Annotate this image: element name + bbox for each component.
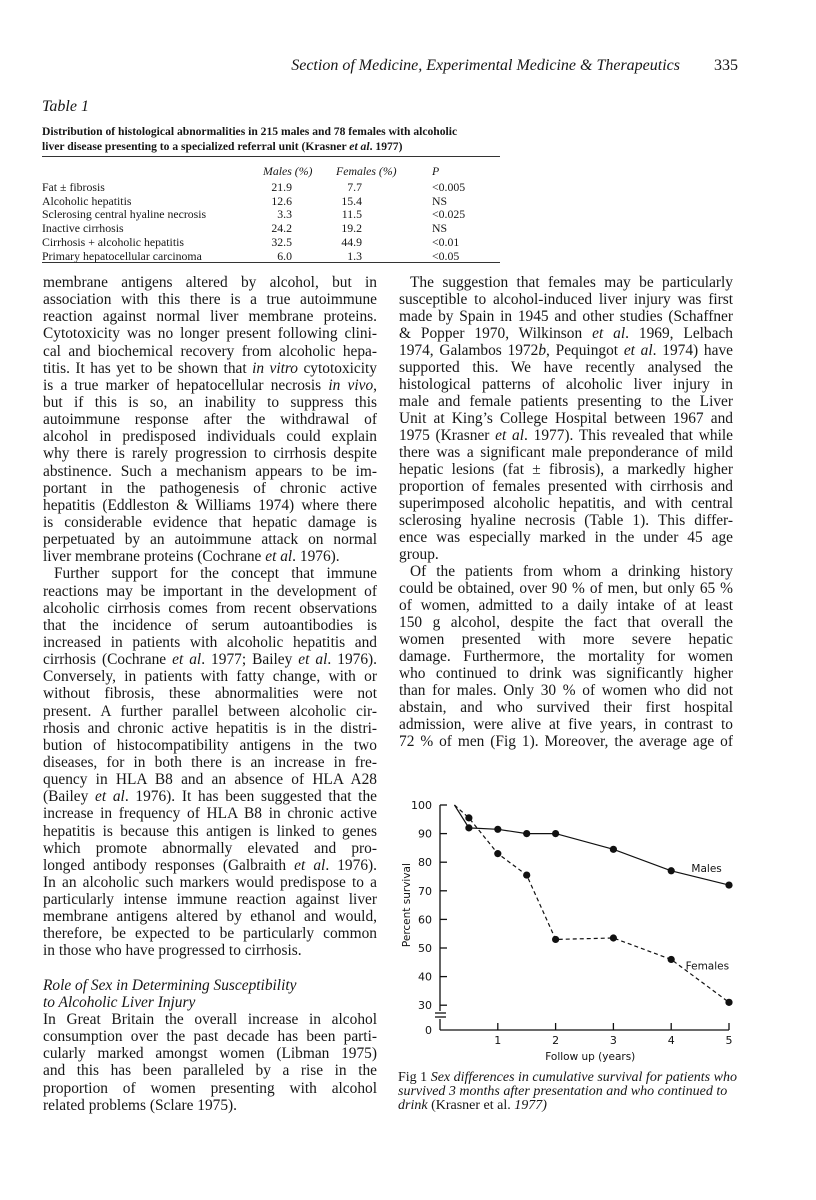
text: , (373, 376, 377, 394)
text-line (43, 737, 377, 754)
text-line (43, 1011, 377, 1028)
text-line (43, 565, 377, 582)
text-line (43, 291, 377, 308)
text: without fibrosis, these abnormalities were not (43, 685, 377, 703)
text: superimposed alcoholic hepatitis, and with central (399, 495, 733, 512)
text: (Bailey (43, 788, 96, 806)
text: reactions may be important in the development of (43, 582, 377, 600)
data-point-females (523, 871, 530, 878)
text: and this has been paralleled by a rise in the (43, 1062, 377, 1080)
table-bottom-rule (42, 262, 500, 263)
cell-label: Primary hepatocellular carcinoma (42, 248, 202, 263)
col-header-p: P (432, 164, 440, 178)
text-line (399, 682, 733, 699)
italic-text: et al (623, 342, 653, 359)
text-line (43, 274, 377, 291)
text: . 1974) have (652, 342, 733, 359)
text-line (399, 410, 733, 427)
cell-label: Sclerosing central hyaline necrosis (42, 207, 207, 222)
text-line (399, 614, 733, 631)
data-point-males (668, 867, 675, 874)
italic-text: in vivo (328, 376, 374, 394)
data-point-males (465, 824, 472, 831)
text: Conversely, in patients with fatty change, with or (43, 668, 377, 686)
text-line (43, 411, 377, 428)
text: sclerosing hyaline necrosis (Table 1). This differ- (399, 512, 733, 529)
y-tick-label: 50 (418, 942, 432, 955)
data-point-females (465, 814, 472, 821)
table-row (42, 235, 502, 249)
text: than for males. Only 30 % of women who did not (399, 682, 733, 699)
text-line (399, 546, 733, 563)
cell-males: 32.5 (271, 234, 292, 249)
series-line-females (454, 805, 729, 1002)
cell-males: 21.9 (271, 180, 292, 194)
cell-label: Cirrhosis + alcoholic hepatitis (42, 234, 184, 249)
cell-females: 1.3 (347, 248, 362, 263)
fig-caption-text: (Krasner (427, 1098, 484, 1114)
data-point-females (668, 956, 675, 963)
text: . 1969, Lelbach (625, 325, 733, 342)
cell-males: 12.6 (271, 193, 292, 208)
cell-p: NS (432, 221, 448, 236)
cell-males: 6.0 (277, 248, 292, 263)
text-line (43, 617, 377, 634)
text: consumption over the past decade has been parti- (43, 1028, 377, 1046)
text-line (399, 478, 733, 495)
table-row (42, 249, 502, 263)
fig-caption-text: 1977) (510, 1098, 547, 1114)
table-header-row (42, 164, 502, 178)
text: autoimmune response after the withdrawal of (43, 411, 377, 429)
text: could be obtained, over 90 % of men, but only 65 % (399, 580, 733, 597)
text-line (399, 308, 733, 325)
table-row (42, 180, 502, 194)
text: hepatitis is because this antigen is linked to genes (43, 822, 377, 840)
col-header-females: Females (%) (336, 164, 397, 178)
text: alcohol in predisposed individuals could explain (43, 428, 377, 446)
text: & Popper 1970, Wilkinson (399, 325, 593, 342)
text-line (399, 529, 733, 546)
cell-p: <0.005 (432, 180, 466, 194)
text: portant in the pathogenesis of chronic active (43, 479, 377, 497)
text-line (399, 597, 733, 614)
table-caption (42, 124, 482, 154)
text: which promote abnormally elevated and pro- (43, 839, 377, 857)
italic-text: et al (294, 856, 326, 874)
cell-females: 15.4 (341, 193, 362, 208)
text-line (43, 394, 377, 411)
cell-p: NS (432, 193, 448, 208)
text: proportion of females presented with cirrhosis and (399, 478, 733, 495)
y-axis-label: Percent survival (401, 863, 413, 948)
x-tick-label: 1 (494, 1034, 502, 1047)
text: is a true marker of hepatocellular necrosis (43, 376, 329, 394)
text: increased in patients with alcoholic hepatitis and (43, 633, 377, 651)
text-line (399, 563, 733, 580)
text: titis. It has yet to be shown that (43, 359, 253, 377)
text: In Great Britain the overall increase in alcohol (43, 1011, 377, 1029)
text-line (43, 703, 377, 720)
text: . 1977; Bailey (201, 651, 299, 669)
text: why there is rarely progression to cirrhosis despite (43, 445, 377, 463)
text-line (43, 754, 377, 771)
text-line (43, 360, 377, 377)
caption-text: Distribution of histological abnormalities in 215 males and 78 females with alcoholic liver disease presenting to a specialized referral unit (Krasner (42, 125, 458, 153)
cell-p: <0.05 (432, 248, 460, 263)
y-tick-label: 60 (418, 913, 432, 927)
text: ence was especially marked in the under 45 age (399, 529, 733, 546)
text: , Pequingot (546, 342, 624, 359)
text-line (43, 771, 377, 788)
cell-label: Inactive cirrhosis (42, 221, 124, 236)
text: susceptible to alcohol-induced liver injury was first (399, 291, 733, 308)
italic-text: et al (172, 651, 202, 669)
table-row (42, 207, 502, 221)
text-line (43, 600, 377, 617)
text-line (43, 325, 377, 342)
text-line (399, 512, 733, 529)
text-line (43, 788, 377, 805)
caption-text: . 1977) (369, 140, 403, 153)
text: quency in HLA B8 and an absence of HLA A28 (43, 771, 377, 789)
x-tick-label: 3 (609, 1034, 617, 1047)
text: The suggestion that females may be particularly (410, 274, 733, 291)
text: membrane antigens altered by alcohol, but in (43, 274, 377, 291)
text: proportion of women presenting with alcohol (43, 1079, 377, 1097)
text-line (399, 699, 733, 716)
table-row (42, 194, 502, 208)
text-line (43, 463, 377, 480)
data-point-females (610, 934, 617, 941)
x-tick-label: 2 (552, 1034, 560, 1047)
fig-label: Fig 1 (398, 1070, 431, 1085)
text: perpetuated by an autoimmune attack on normal (43, 531, 377, 549)
series-label-males: Males (691, 863, 722, 876)
blank-line (43, 960, 377, 977)
cell-males: 3.3 (277, 207, 292, 222)
text-line (43, 720, 377, 737)
section-heading-line (43, 977, 377, 994)
text-line (399, 325, 733, 342)
text-line (43, 583, 377, 600)
text-line (43, 445, 377, 462)
text-line (43, 1097, 377, 1114)
text: 1975 (Krasner (399, 427, 496, 444)
text: therefore, be expected to be particularly common (43, 925, 377, 943)
text-line (399, 631, 733, 648)
text: women presented with more severe hepatic (399, 631, 733, 648)
cell-p: <0.025 (432, 207, 466, 222)
text-line (43, 428, 377, 445)
series-line-males (454, 805, 729, 885)
section-heading-line (43, 994, 377, 1011)
italic-text: et al (298, 651, 328, 669)
text: abstain, and who survived their first hospital (399, 699, 733, 716)
x-tick-label: 5 (725, 1034, 733, 1047)
text-line (43, 634, 377, 651)
text: abstinence. Such a mechanism appears to be im- (43, 462, 377, 480)
text-line (43, 377, 377, 394)
text: 1974, Galambos 1972 (399, 342, 539, 359)
text-line (43, 668, 377, 685)
data-point-females (725, 999, 732, 1006)
text: of women, admitted to a daily intake of at least (399, 597, 733, 614)
text: 72 % of men (Fig 1). Moreover, the average age of (399, 733, 733, 750)
data-point-males (494, 826, 501, 833)
text: supported this. We have recently analysed the (399, 359, 733, 376)
x-tick-label: 4 (667, 1034, 675, 1047)
right-column (399, 274, 733, 750)
text: is considerable evidence that hepatic damage is (43, 513, 377, 531)
italic-text: et al (95, 788, 125, 806)
text: male and female patients presenting to the Liver (399, 393, 733, 410)
fig-caption-text: Sex differences in cumulative survival for patients who survived 3 months after presentation and who continued to drink (398, 1070, 737, 1114)
text: In an alcoholic such markers would predispose to a (43, 873, 377, 891)
italic-text: et al (265, 548, 293, 566)
text-line (399, 580, 733, 597)
text: increase in frequency of HLA B8 in chronic active (43, 805, 377, 823)
text: liver membrane proteins (Cochrane (43, 548, 266, 566)
text: but if this is so, an inability to suppress this (43, 393, 377, 411)
text: cytotoxicity (298, 359, 377, 377)
left-column (43, 274, 377, 1114)
text: rhosis and chronic active hepatitis is in the distri- (43, 719, 377, 737)
text-line (43, 891, 377, 908)
text: 150 g alcohol, despite the fact that overall the (399, 614, 733, 631)
cell-p: <0.01 (432, 234, 460, 249)
text: . 1976). (325, 856, 377, 874)
text: particularly intense immune reaction against liver (43, 891, 377, 909)
cell-males: 24.2 (271, 221, 292, 236)
text-line (399, 393, 733, 410)
text: group. (399, 546, 439, 563)
data-point-males (610, 846, 617, 853)
text: . 1977). This revealed that while (524, 427, 733, 444)
text-line (399, 342, 733, 359)
text: histological patterns of alcoholic liver injury in (399, 376, 733, 393)
text-line (43, 514, 377, 531)
text-line (43, 531, 377, 548)
text-line (399, 359, 733, 376)
x-axis-label: Follow up (years) (545, 1051, 636, 1063)
text-line (399, 665, 733, 682)
y-tick-label: 30 (418, 999, 432, 1013)
text: that the incidence of serum autoantibodies is (43, 616, 377, 634)
y-tick-label: 40 (418, 970, 432, 984)
table-row (42, 221, 502, 235)
y-tick-label: 0 (425, 1024, 432, 1037)
text-line (399, 444, 733, 461)
text-line (43, 497, 377, 514)
italic-text: et al (592, 325, 626, 342)
text: association with this there is a true autoimmune (43, 291, 377, 309)
figure-caption (398, 1071, 738, 1114)
text-line (43, 343, 377, 360)
table-label: Table 1 (42, 98, 89, 115)
text-line (399, 461, 733, 478)
text: who continued to drink was significantly higher (399, 665, 733, 682)
cell-females: 44.9 (341, 234, 362, 249)
data-point-females (494, 850, 501, 857)
text-line (43, 651, 377, 668)
y-tick-label: 100 (411, 799, 432, 812)
data-point-males (523, 830, 530, 837)
text-line (399, 733, 733, 750)
text: membrane antigens altered by ethanol and would, (43, 908, 377, 926)
page-number: 335 (714, 57, 738, 74)
text-line (43, 1045, 377, 1062)
text-line (43, 1062, 377, 1079)
fig-caption-text: et al. (483, 1098, 511, 1114)
text: Further support for the concept that immune (54, 565, 377, 583)
y-tick-label: 80 (418, 856, 432, 870)
cell-label: Fat ± fibrosis (42, 180, 105, 194)
text: reaction against normal liver membrane proteins. (43, 308, 377, 326)
text: . 1976). It has been suggested that the (124, 788, 377, 806)
text-line (43, 942, 377, 959)
data-point-females (552, 936, 559, 943)
y-tick-label: 90 (418, 827, 432, 841)
text-line (399, 376, 733, 393)
y-tick-label: 70 (418, 884, 432, 898)
text: bution of histocompatibility antigens in the two (43, 736, 377, 754)
cell-females: 7.7 (347, 180, 362, 194)
text: Cytotoxicity was no longer present following clini- (43, 325, 377, 343)
text-line (43, 1080, 377, 1097)
text-line (399, 495, 733, 512)
text: there was a significant male preponderance of mild (399, 444, 733, 461)
text-line (43, 823, 377, 840)
text: cal and biochemical recovery from alcoholic hepa- (43, 342, 377, 360)
survival-chart (380, 790, 760, 1070)
text: diseases, for in both there is an increase in fre- (43, 753, 377, 771)
text: to Alcoholic Liver Injury (43, 993, 196, 1011)
text-line (43, 857, 377, 874)
text-line (43, 908, 377, 925)
text: longed antibody responses (Galbraith (43, 856, 295, 874)
caption-italic: et al (349, 140, 370, 153)
series-label-females: Females (685, 960, 730, 973)
text: Of the patients from whom a drinking history (410, 563, 733, 580)
text: admission, were alive at five years, in contrast to (399, 716, 733, 733)
text-line (43, 925, 377, 942)
data-point-males (725, 881, 732, 888)
text-line (399, 291, 733, 308)
text: made by Spain in 1945 and other studies (Schaffner (399, 308, 733, 325)
text: present. A further parallel between alcoholic cir- (43, 702, 377, 720)
text: damage. Furthermore, the mortality for women (399, 648, 733, 665)
text-line (43, 840, 377, 857)
cell-females: 11.5 (341, 207, 362, 222)
text-line (43, 548, 377, 565)
text-line (399, 427, 733, 444)
table-top-rule (42, 156, 500, 157)
italic-text: in vitro (252, 359, 299, 377)
text-line (399, 716, 733, 733)
col-header-males: Males (%) (263, 164, 313, 178)
text-line (43, 874, 377, 891)
text-line (43, 685, 377, 702)
text: Unit at King’s College Hospital between 1967 and (399, 410, 733, 427)
cell-females: 19.2 (341, 221, 362, 236)
text: related problems (Sclare 1975). (43, 1096, 238, 1114)
text-line (43, 308, 377, 325)
italic-text: et al (495, 427, 525, 444)
text-line (43, 1028, 377, 1045)
italic-text: b (538, 342, 547, 359)
text: alcoholic cirrhosis comes from recent observations (43, 599, 377, 617)
data-point-males (552, 830, 559, 837)
text: . 1976). (327, 651, 377, 669)
cell-label: Alcoholic hepatitis (42, 193, 132, 208)
text: hepatic lesions (fat ± fibrosis), a markedly higher (399, 461, 733, 478)
text-line (399, 274, 733, 291)
running-title: Section of Medicine, Experimental Medicine & Therapeutics (291, 57, 680, 74)
text: hepatitis (Eddleston & Williams 1974) where there (43, 496, 377, 514)
text: in those who have progressed to cirrhosis. (43, 942, 302, 960)
text-line (43, 480, 377, 497)
text-line (399, 648, 733, 665)
text-line (43, 805, 377, 822)
text: Role of Sex in Determining Susceptibility (43, 976, 297, 994)
text: . 1976). (292, 548, 340, 566)
text: cularly marked amongst women (Libman 1975) (43, 1045, 377, 1063)
text: cirrhosis (Cochrane (43, 651, 173, 669)
